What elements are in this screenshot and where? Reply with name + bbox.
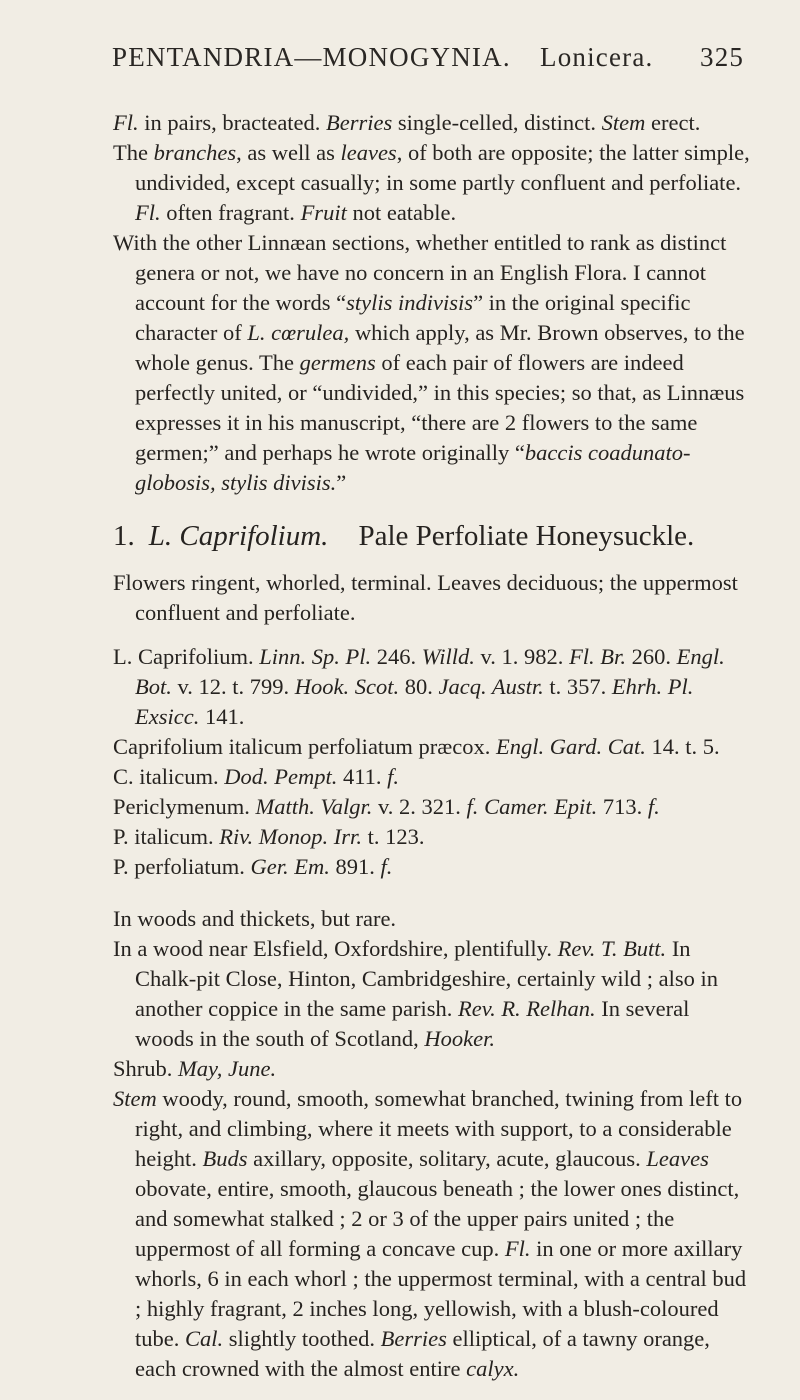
italic-run: Camer. Epit. bbox=[484, 794, 598, 819]
italic-run: Fl. bbox=[135, 200, 161, 225]
text-run: In a wood near Elsfield, Oxfordshire, plentifully. bbox=[113, 936, 558, 961]
text-run: Periclymenum. bbox=[113, 794, 256, 819]
italic-run: Riv. Monop. Irr. bbox=[219, 824, 362, 849]
italic-run: leaves bbox=[340, 140, 397, 165]
italic-run: Cal. bbox=[185, 1326, 224, 1351]
text-run: t. 123. bbox=[361, 824, 425, 849]
italic-run: Dod. Pempt. bbox=[224, 764, 338, 789]
italic-run: Stem bbox=[113, 1086, 157, 1111]
italic-run: Buds bbox=[202, 1146, 248, 1171]
text-run: slightly toothed. bbox=[223, 1326, 381, 1351]
italic-run: Fl. bbox=[504, 1236, 531, 1261]
italic-run: Berries bbox=[326, 110, 393, 135]
text-run: 891. bbox=[329, 854, 381, 879]
species-name: L. Caprifolium. bbox=[148, 520, 329, 552]
italic-run: branches bbox=[153, 140, 237, 165]
italic-run: f. bbox=[380, 854, 393, 879]
text-run: which apply, as Mr. Brown observes, to the whole genus. The bbox=[135, 320, 745, 375]
text-run: 411. bbox=[337, 764, 388, 789]
genus-name: Lonicera. bbox=[540, 42, 654, 72]
synonym-entry bbox=[113, 822, 753, 852]
text-run: C. italicum. bbox=[113, 764, 225, 789]
text-run: 246. bbox=[371, 644, 422, 669]
species-number: 1. bbox=[113, 520, 135, 552]
text-run: , of both are opposite; the latter simple, undivided, except casually; in some partly confluent and perfoliate. bbox=[135, 140, 750, 195]
habitat: In woods and thickets, but rare. bbox=[113, 906, 397, 931]
text-run: axillary, opposite, solitary, acute, glaucous. bbox=[247, 1146, 647, 1171]
synonym-entry bbox=[113, 792, 753, 822]
italic-run: Leaves bbox=[646, 1146, 709, 1171]
italic-run: f. bbox=[647, 794, 660, 819]
text-run: of each pair of flowers are indeed perfectly united, or “undivided,” in this species; so that, as Linnæus expresses it in his manuscript, “there are 2 flowers to the same germen;” and perhaps he wrote originally “ bbox=[135, 350, 745, 465]
italic-run: Ger. Em. bbox=[250, 854, 330, 879]
text-run: L. Caprifolium. bbox=[113, 644, 260, 669]
text-run: in pairs, bracteated. bbox=[138, 110, 327, 135]
italic-run: Jacq. Austr. bbox=[438, 674, 544, 699]
text-run: in one or more axillary whorls, 6 in each whorl ; the uppermost terminal, with a central bud ; highly fragrant, 2 inches long, yellowish, with a blush-coloured tube. bbox=[135, 1236, 747, 1351]
flowering-time bbox=[113, 1054, 753, 1084]
text-run: erect. bbox=[645, 110, 701, 135]
text-run: obovate, entire, smooth, glaucous beneath ; the lower ones distinct, and somewhat stalked ; 2 or 3 of the upper pairs united ; the uppermost of all forming a concave cup. bbox=[135, 1176, 740, 1261]
text-run: t. 357. bbox=[543, 674, 612, 699]
text-run: 260. bbox=[625, 644, 677, 669]
text-run: P. italicum. bbox=[113, 824, 220, 849]
italic-run: May, June. bbox=[178, 1056, 277, 1081]
italic-run: Fl. Br. bbox=[569, 644, 626, 669]
body-text bbox=[113, 108, 753, 1384]
italic-run: L. cœrulea, bbox=[247, 320, 350, 345]
text-run: In several woods in the south of Scotland, bbox=[135, 996, 690, 1051]
italic-run: f. bbox=[466, 794, 479, 819]
diagnosis: Flowers ringent, whorled, terminal. Leaves deciduous; the uppermost confluent and perfoliate. bbox=[113, 570, 738, 625]
text-run: not eatable. bbox=[346, 200, 457, 225]
page-number: 325 bbox=[700, 42, 745, 72]
italic-run: Hook. Scot. bbox=[294, 674, 400, 699]
synonym-entry bbox=[113, 852, 753, 882]
text-run: 80. bbox=[399, 674, 439, 699]
italic-run: Stem bbox=[601, 110, 646, 135]
italic-run: baccis coadunato-globosis, stylis divisis. bbox=[135, 440, 691, 495]
text-run: , as well as bbox=[236, 140, 341, 165]
text-run: elliptical, of a tawny orange, each crowned with the almost entire bbox=[135, 1326, 710, 1381]
italic-run: Matth. Valgr. bbox=[255, 794, 373, 819]
text-run: Caprifolium italicum perfoliatum præcox. bbox=[113, 734, 497, 759]
text-run: single-celled, distinct. bbox=[392, 110, 602, 135]
branches-paragraph bbox=[113, 138, 753, 228]
text-run: 713. bbox=[597, 794, 648, 819]
italic-run: Willd. bbox=[421, 644, 475, 669]
species-heading bbox=[113, 518, 753, 554]
text-run: In Chalk-pit Close, Hinton, Cambridgeshire, certainly wild ; also in another coppice in the same parish. bbox=[135, 936, 719, 1021]
synonym-entry bbox=[113, 732, 753, 762]
text-run: P. perfoliatum. bbox=[113, 854, 251, 879]
text-run: Shrub. bbox=[113, 1056, 179, 1081]
italic-run: Fruit bbox=[300, 200, 347, 225]
localities-paragraph bbox=[113, 934, 753, 1054]
synonym-entry bbox=[113, 642, 753, 732]
italic-run: Hooker. bbox=[424, 1026, 495, 1051]
description-paragraph bbox=[113, 1084, 753, 1384]
text-run: With the other Linnæan sections, whether entitled to rank as distinct genera or not, we have no concern in an English Flora. I cannot account for the words “ bbox=[113, 230, 727, 315]
synonym-entry bbox=[113, 762, 753, 792]
italic-run: Ehrh. Pl. Exsicc. bbox=[135, 674, 694, 729]
italic-run: Engl. Bot. bbox=[135, 644, 725, 699]
italic-run: f. bbox=[387, 764, 400, 789]
species-common-name: Pale Perfoliate Honeysuckle. bbox=[358, 520, 695, 552]
text-run: 141. bbox=[199, 704, 245, 729]
text-run: v. 12. t. 799. bbox=[171, 674, 295, 699]
text-run: ” bbox=[336, 470, 347, 495]
intro-paragraph bbox=[113, 108, 753, 138]
text-run: 14. t. 5. bbox=[645, 734, 720, 759]
section-title: PENTANDRIA—MONOGYNIA. bbox=[112, 42, 511, 72]
italic-run: Berries bbox=[380, 1326, 447, 1351]
text-run: v. 2. 321. bbox=[372, 794, 467, 819]
italic-run: stylis indivisis bbox=[346, 290, 474, 315]
italic-run: calyx. bbox=[466, 1356, 520, 1381]
text-run: The bbox=[113, 140, 154, 165]
synonym-list bbox=[113, 642, 753, 882]
linnaean-paragraph bbox=[113, 228, 753, 498]
text-run: v. 1. 982. bbox=[474, 644, 570, 669]
italic-run: Rev. R. Relhan. bbox=[458, 996, 596, 1021]
italic-run: Fl. bbox=[113, 110, 139, 135]
italic-run: Engl. Gard. Cat. bbox=[496, 734, 646, 759]
italic-run: Linn. Sp. Pl. bbox=[259, 644, 372, 669]
italic-run: germens bbox=[299, 350, 376, 375]
text-run: often fragrant. bbox=[160, 200, 301, 225]
text-run: woody, round, smooth, somewhat branched, twining from left to right, and climbing, where it meets with support, to a considerable height. bbox=[135, 1086, 743, 1171]
italic-run: Rev. T. Butt. bbox=[557, 936, 667, 961]
text-run: ” in the original specific character of bbox=[135, 290, 691, 345]
